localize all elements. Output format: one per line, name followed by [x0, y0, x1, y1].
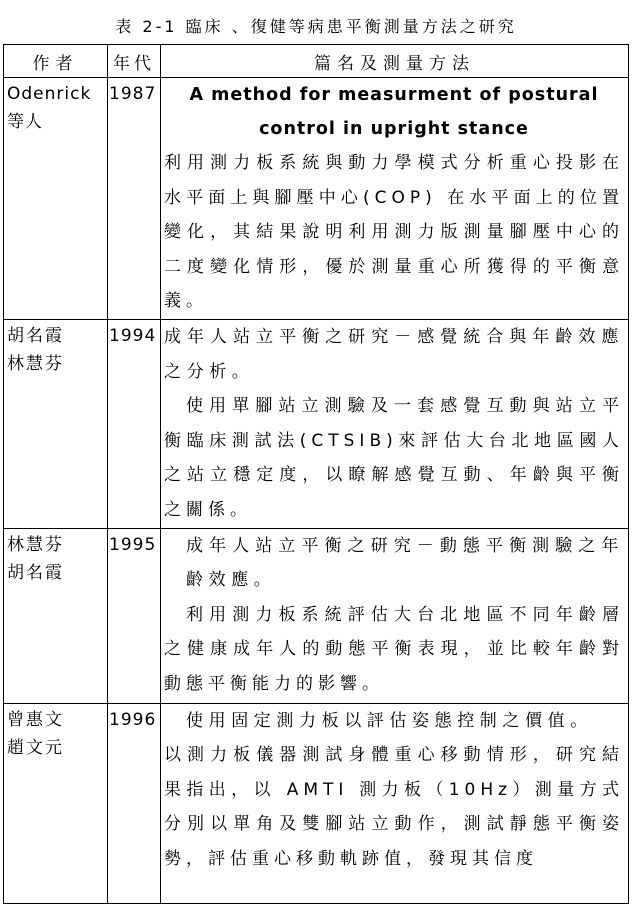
method-description: 利用測力板系統評估大台北地區不同年齡層之健康成年人的動態平衡表現，並比較年齡對動態平衡能力的影響。 — [164, 604, 624, 694]
content-cell — [161, 78, 629, 320]
header-year: 年代 — [108, 45, 161, 78]
table-row — [4, 319, 629, 528]
table-row — [4, 78, 629, 320]
table-header-row — [4, 45, 629, 78]
literature-table — [3, 44, 629, 904]
year-cell: 1996 — [108, 703, 161, 903]
author-cell: 胡名霞 林慧芬 — [4, 319, 108, 528]
content-cell — [161, 703, 629, 903]
year-cell: 1995 — [108, 528, 161, 703]
paper-title: A method for measurment of postural control in upright stance — [189, 85, 599, 139]
year-cell: 1987 — [108, 78, 161, 320]
table-row — [4, 703, 629, 903]
method-description: 使用單腳站立測驗及一套感覺互動與站立平衡臨床測試法(CTSIB)來評估大台北地區國人之站立穩定度，以瞭解感覺互動、年齡與平衡之關係。 — [164, 396, 624, 520]
content-cell — [161, 319, 629, 528]
method-description: 以測力板儀器測試身體重心移動情形，研究結果指出，以 AMTI 測力板（10Hz）測量方式分別以單角及雙腳站立動作，測試靜態平衡姿勢，評估重心移動軌跡值，發現其信度 — [164, 745, 624, 869]
table-row — [4, 528, 629, 703]
year-cell: 1994 — [108, 319, 161, 528]
content-cell — [161, 528, 629, 703]
paper-title: 成年人站立平衡之研究－動態平衡測驗之年齡效應。 — [186, 535, 624, 591]
author-cell: Odenrick 等人 — [4, 78, 108, 320]
paper-title: 使用固定測力板以評估姿態控制之價值。 — [186, 710, 593, 731]
header-author: 作者 — [4, 45, 108, 78]
author-cell: 林慧芬 胡名霞 — [4, 528, 108, 703]
table-caption: 表 2-1 臨床 、復健等病患平衡測量方法之研究 — [115, 17, 517, 36]
method-description: 利用測力板系統與動力學模式分析重心投影在水平面上與腳壓中心(COP) 在水平面上的位置變化，其結果說明利用測力版測量腳壓中心的二度變化情形，優於測量重心所獲得的平衡意義。 — [164, 153, 624, 312]
paper-title: 成年人站立平衡之研究－感覺統合與年齡效應之分析。 — [164, 326, 624, 382]
author-cell: 曾惠文 趙文元 — [4, 703, 108, 903]
header-title: 篇名及測量方法 — [161, 45, 629, 78]
